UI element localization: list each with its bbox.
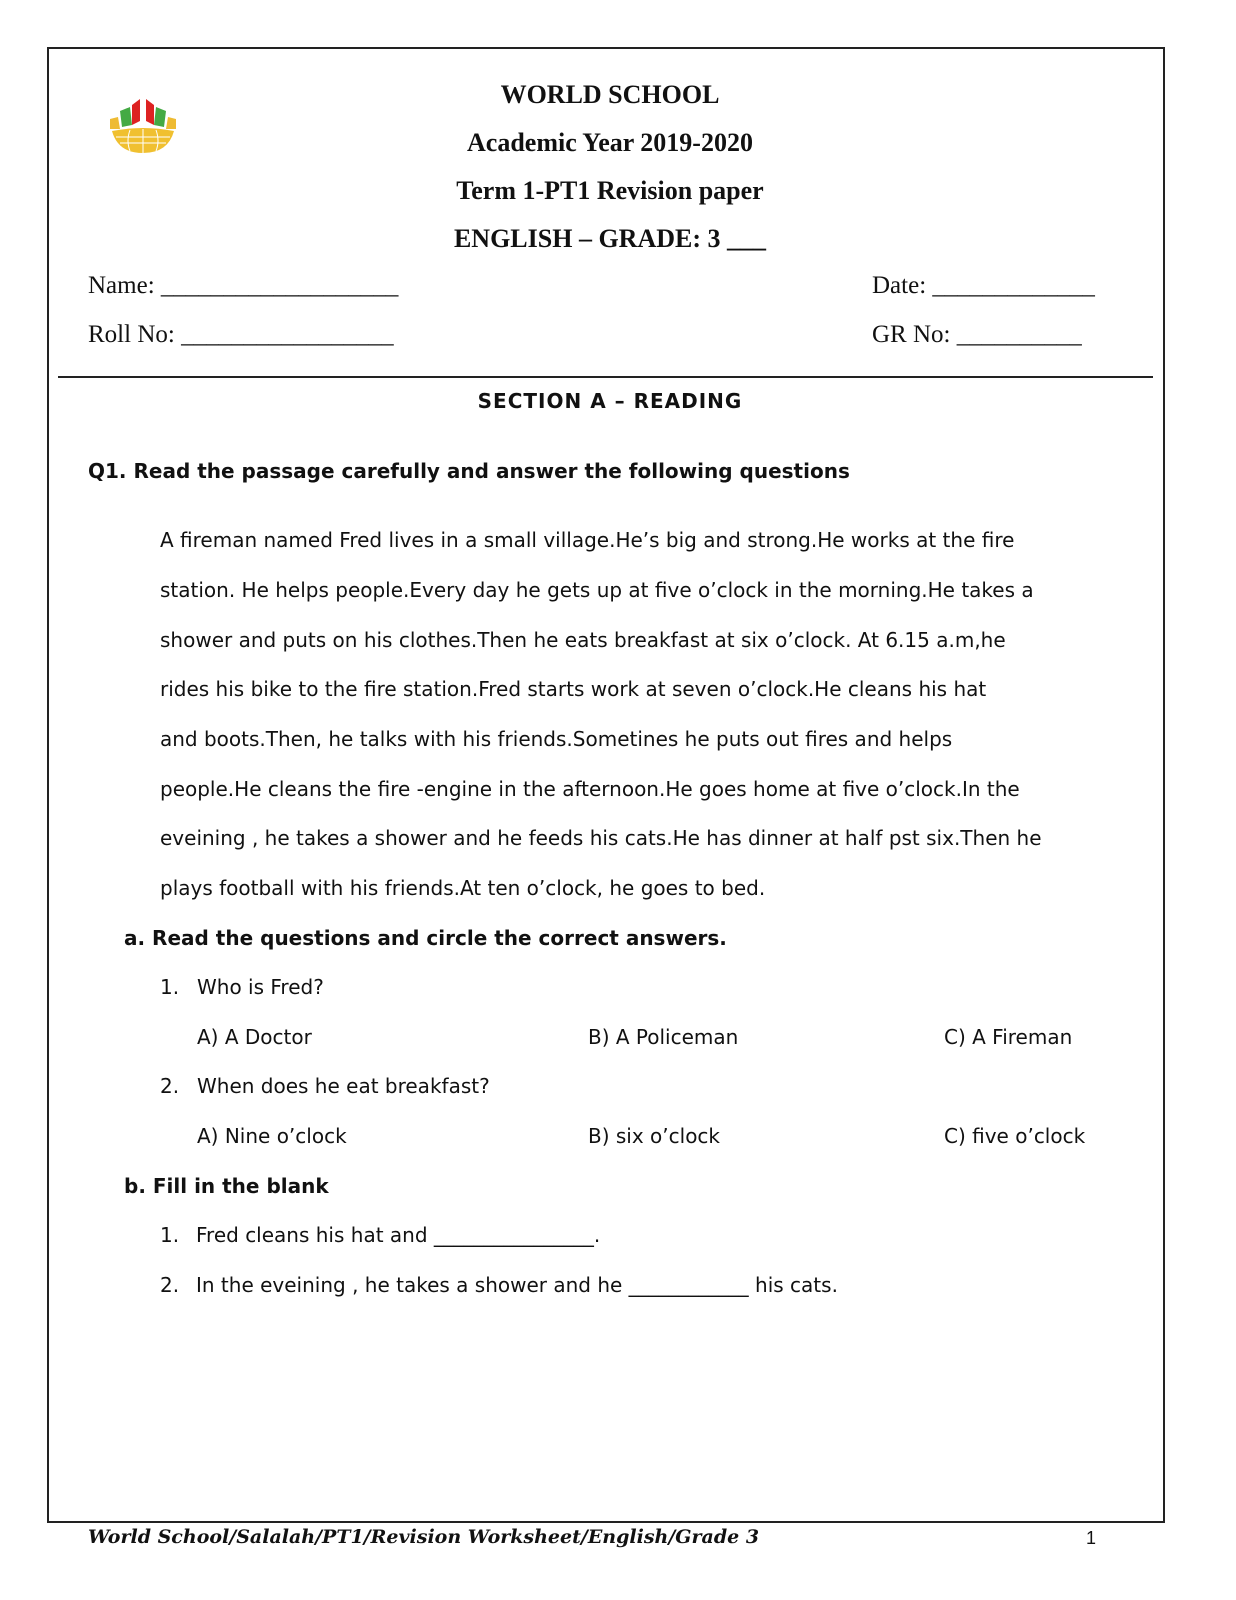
name-field[interactable]: Name: ___________________ — [88, 272, 399, 299]
passage-line: and boots.Then, he talks with his friends.Sometines he puts out fires and helps — [160, 727, 953, 751]
question-text: When does he eat breakfast? — [197, 1074, 490, 1098]
section-title: SECTION A – READING — [477, 389, 743, 413]
roll-no-field[interactable]: Roll No: _________________ — [88, 321, 394, 348]
question-text: Who is Fred? — [197, 975, 324, 999]
option-a[interactable]: A) Nine o’clock — [197, 1124, 347, 1148]
term-title: Term 1-PT1 Revision paper — [456, 176, 764, 205]
question-number: 1. — [160, 1223, 180, 1247]
header-divider — [58, 376, 1153, 378]
gr-no-field[interactable]: GR No: __________ — [872, 321, 1082, 348]
option-c[interactable]: C) A Fireman — [944, 1025, 1073, 1049]
part-a-title: a. Read the questions and circle the correct answers. — [124, 926, 727, 950]
passage-line: rides his bike to the fire station.Fred starts work at seven o’clock.He cleans his hat — [160, 677, 987, 701]
school-name: WORLD SCHOOL — [500, 80, 720, 109]
passage-line: station. He helps people.Every day he gets up at five o’clock in the morning.He takes a — [160, 578, 1034, 602]
question-number: 2. — [160, 1074, 180, 1098]
option-c[interactable]: C) five o’clock — [944, 1124, 1086, 1148]
question-number: 1. — [160, 975, 180, 999]
fill-blank-item[interactable]: Fred cleans his hat and ________________. — [196, 1223, 601, 1247]
part-b-title: b. Fill in the blank — [124, 1174, 329, 1198]
academic-year: Academic Year 2019-2020 — [467, 128, 753, 157]
option-b[interactable]: B) six o’clock — [588, 1124, 721, 1148]
passage-line: A fireman named Fred lives in a small village.He’s big and strong.He works at the fire — [160, 528, 1015, 552]
subject-grade: ENGLISH – GRADE: 3 ___ — [453, 224, 767, 253]
question-1-heading: Q1. Read the passage carefully and answer the following questions — [88, 459, 850, 483]
passage-line: plays football with his friends.At ten o’clock, he goes to bed. — [160, 876, 766, 900]
footer-text: World School/Salalah/PT1/Revision Worksheet/English/Grade 3 — [88, 1526, 760, 1548]
passage-line: shower and puts on his clothes.Then he eats breakfast at six o’clock. At 6.15 a.m,he — [160, 628, 1006, 652]
question-number: 2. — [160, 1273, 180, 1297]
date-field[interactable]: Date: _____________ — [872, 272, 1095, 299]
passage-line: people.He cleans the fire -engine in the afternoon.He goes home at five o’clock.In the — [160, 777, 1020, 801]
fill-blank-item[interactable]: In the eveining , he takes a shower and he ____________ his cats. — [196, 1273, 838, 1297]
option-a[interactable]: A) A Doctor — [197, 1025, 312, 1049]
option-b[interactable]: B) A Policeman — [588, 1025, 739, 1049]
passage-line: eveining , he takes a shower and he feeds his cats.He has dinner at half pst six.Then he — [160, 826, 1042, 850]
page-number: 1 — [1086, 1528, 1097, 1548]
